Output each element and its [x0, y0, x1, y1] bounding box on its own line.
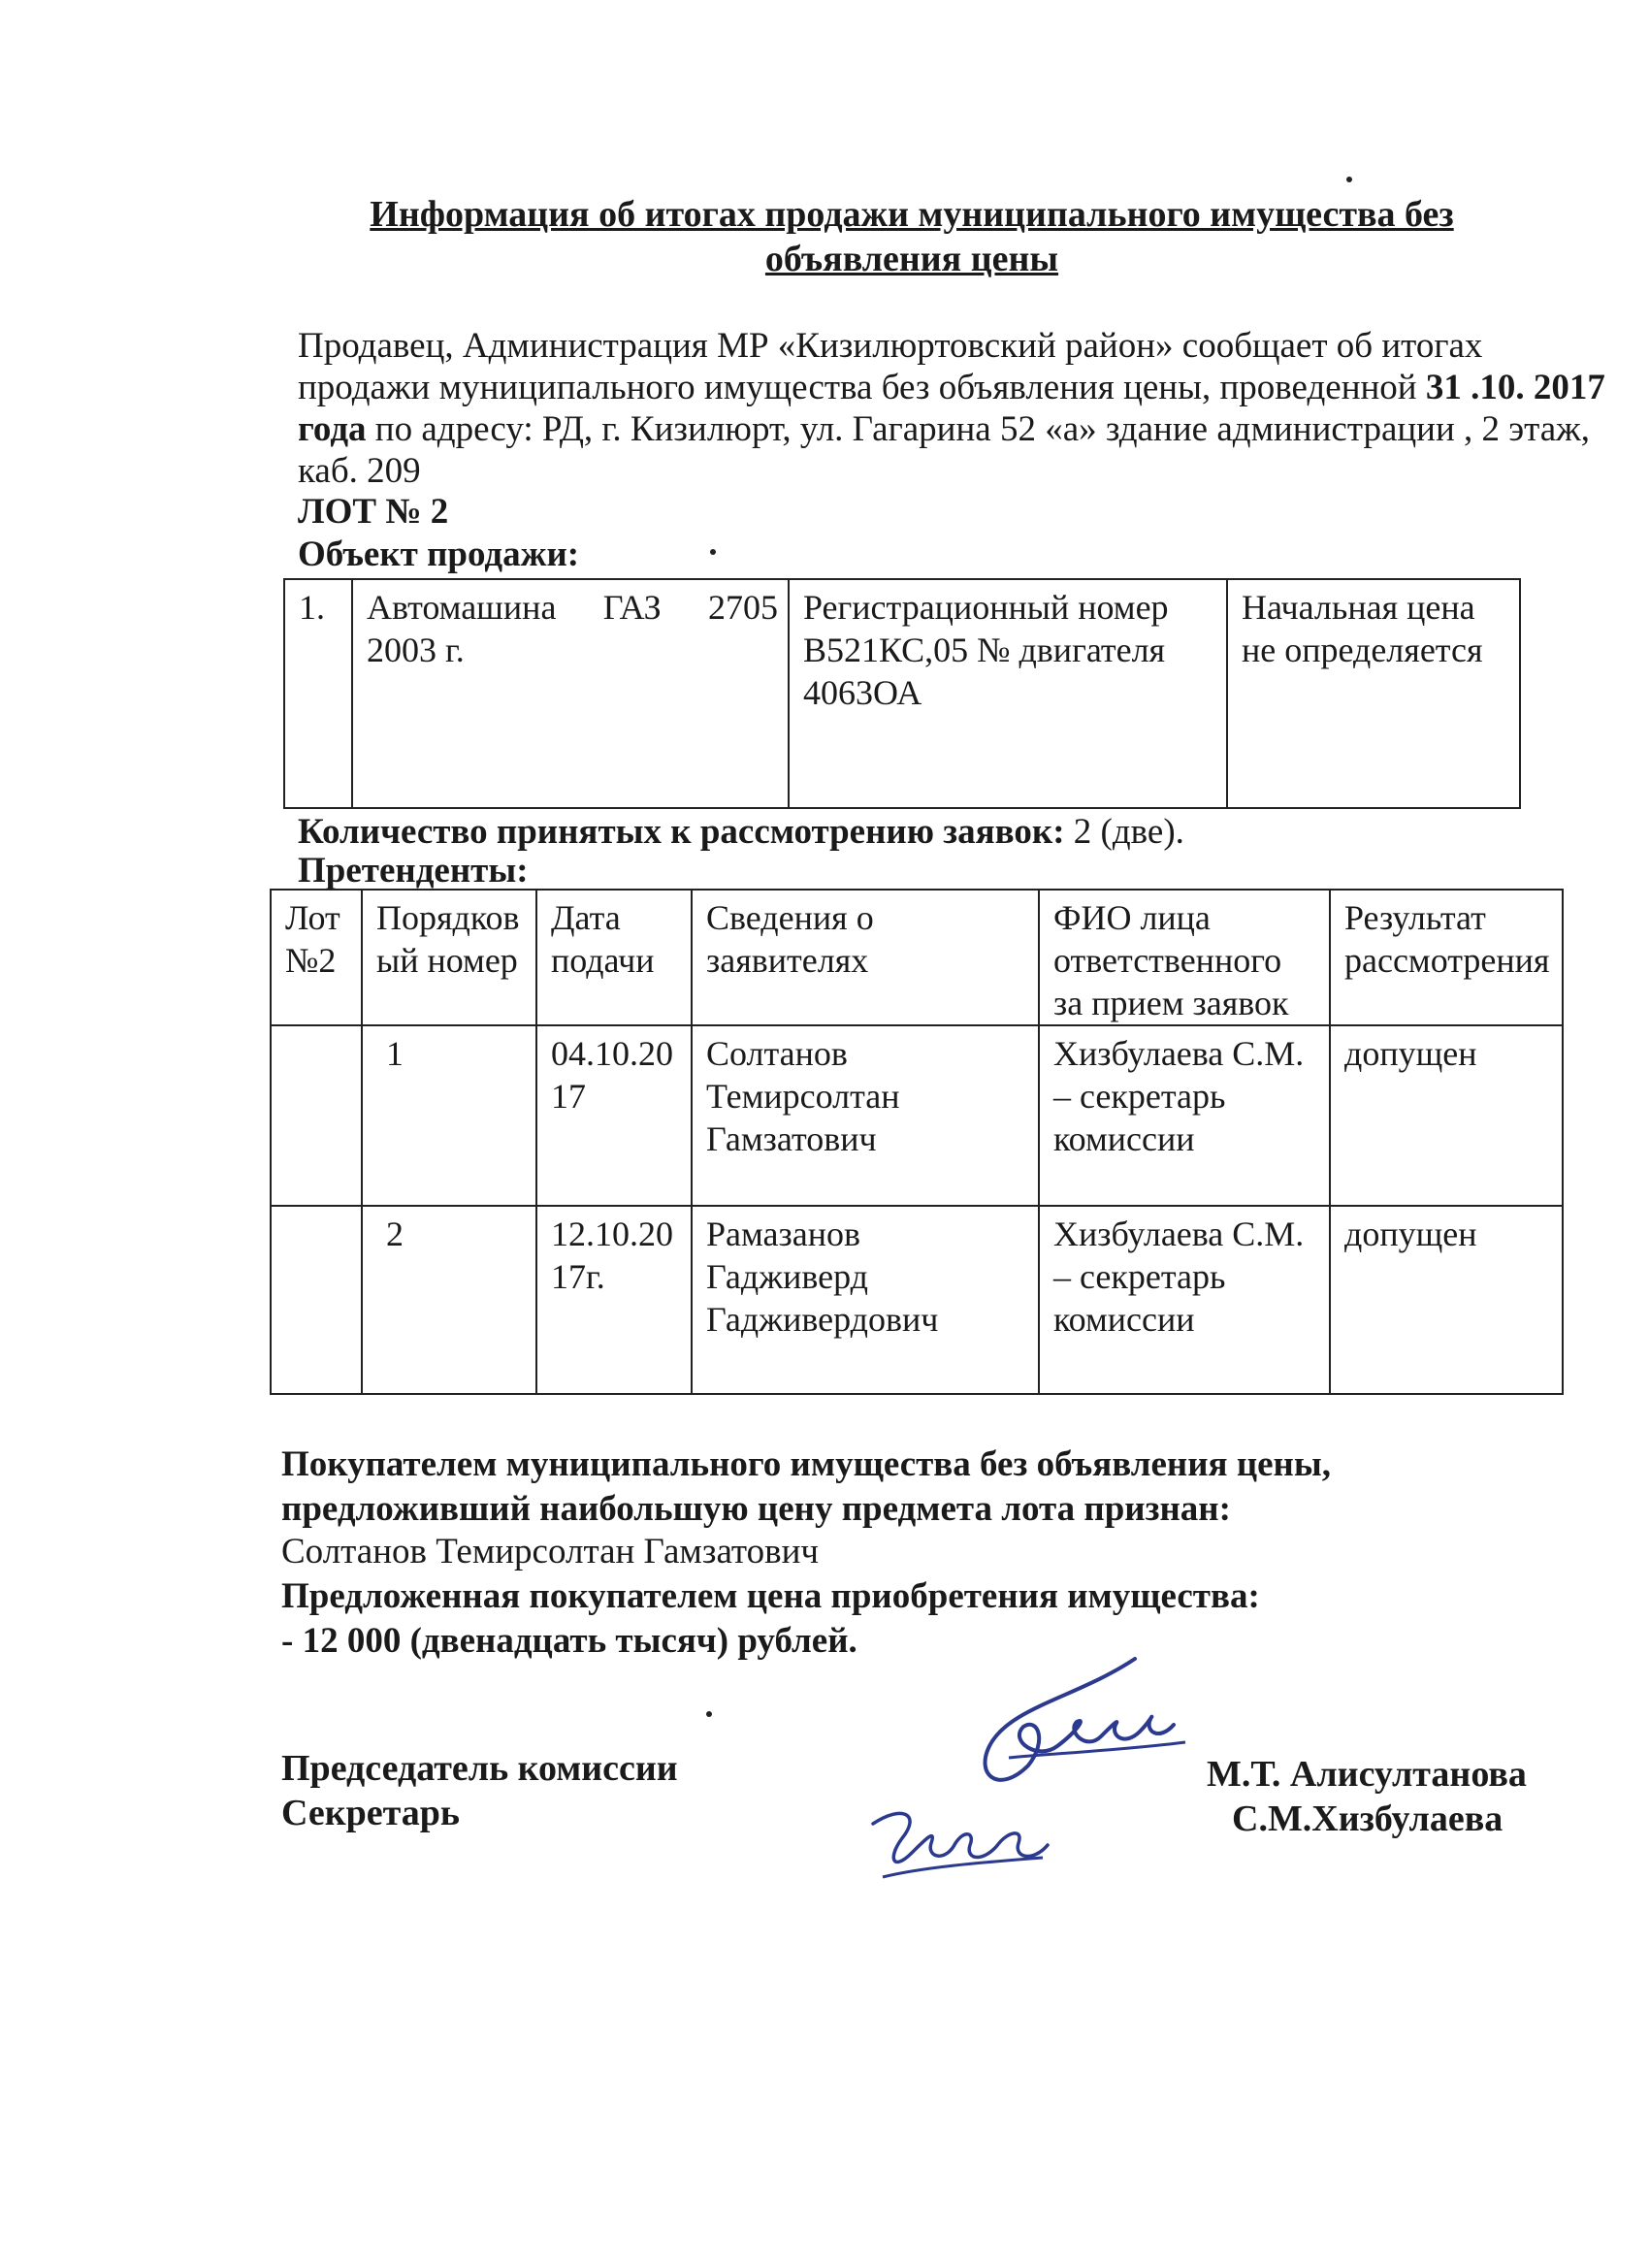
buyer-label-line-2: предложивший наибольшую цену предмета лота признан:: [281, 1489, 1231, 1529]
secretary-signature: [854, 1785, 1067, 1911]
applications-label: Количество принятых к рассмотрению заявок:: [298, 812, 1065, 852]
scan-speck: [1346, 177, 1352, 182]
row-result: допущен: [1330, 1206, 1563, 1394]
applicants-table: [270, 889, 1564, 1395]
row-applicant: Рамазанов Гадживерд Гадживердович: [692, 1206, 1039, 1394]
header-lot: Лот №2: [271, 890, 362, 1025]
table-header-row: [271, 890, 1563, 1025]
scan-speck: [706, 1711, 712, 1717]
row-number: 1: [362, 1025, 536, 1206]
object-price: Начальная цена не определяется: [1227, 579, 1520, 808]
row-date: 12.10.2017г.: [536, 1206, 692, 1394]
scan-speck: [710, 549, 716, 555]
intro-paragraph: [298, 325, 1617, 492]
row-number: 2: [362, 1206, 536, 1394]
table-row: [271, 1206, 1563, 1394]
secretary-name: С.М.Хизбулаева: [1232, 1798, 1504, 1839]
object-registration: Регистрационный номер В521КС,05 № двигателя 4063ОА: [789, 579, 1227, 808]
header-result: Результат рассмотрения: [1330, 890, 1563, 1025]
header-date: Дата подачи: [536, 890, 692, 1025]
lot-label: ЛОТ № 2: [298, 492, 449, 532]
intro-date: 31 .10. 2017 года: [298, 368, 1605, 449]
object-vehicle: Автомашина ГАЗ 2705 2003 г.: [352, 579, 789, 808]
row-responsible: Хизбулаева С.М. – секретарь комиссии: [1039, 1025, 1330, 1206]
object-row: [284, 579, 1520, 808]
applications-count: [298, 811, 1184, 853]
buyer-label-line-1: Покупателем муниципального имущества без объявления цены,: [281, 1444, 1332, 1484]
object-table: [283, 578, 1521, 809]
chair-role: Председатель комиссии: [281, 1748, 678, 1789]
object-label: Объект продажи:: [298, 535, 580, 574]
document-title: [291, 192, 1533, 281]
header-responsible: ФИО лица ответственного за прием заявок: [1039, 890, 1330, 1025]
buyer-name: Солтанов Темирсолтан Гамзатович: [281, 1532, 819, 1571]
intro-part-2: по адресу: РД, г. Кизилюрт, ул. Гагарина 52 «а» здание администрации , 2 этаж, каб. 209: [298, 409, 1590, 491]
row-result: допущен: [1330, 1025, 1563, 1206]
title-line-1: Информация об итогах продажи муниципального имущества без: [370, 194, 1454, 235]
price-value: - 12 000 (двенадцать тысяч) рублей.: [281, 1621, 857, 1661]
chair-name: М.Т. Алисултанова: [1207, 1754, 1527, 1795]
row-responsible: Хизбулаева С.М. – секретарь комиссии: [1039, 1206, 1330, 1394]
applications-value: 2 (две).: [1064, 812, 1184, 852]
row-date: 04.10.2017: [536, 1025, 692, 1206]
applicants-label: Претенденты:: [298, 851, 529, 891]
price-label: Предложенная покупателем цена приобретения имущества:: [281, 1576, 1260, 1616]
table-row: [271, 1025, 1563, 1206]
header-applicant: Сведения о заявителях: [692, 890, 1039, 1025]
header-order-number: Порядковый номер: [362, 890, 536, 1025]
title-line-2: объявления цены: [764, 239, 1059, 279]
row-lot: [271, 1025, 362, 1206]
intro-part-1: Продавец, Администрация МР «Кизилюртовский район» сообщает об итогах продажи муниципального имущества без объявления цены, проведенной: [298, 326, 1483, 407]
secretary-role: Секретарь: [281, 1793, 461, 1833]
object-number: 1.: [284, 579, 352, 808]
row-applicant: Солтанов Темирсолтан Гамзатович: [692, 1025, 1039, 1206]
row-lot: [271, 1206, 362, 1394]
